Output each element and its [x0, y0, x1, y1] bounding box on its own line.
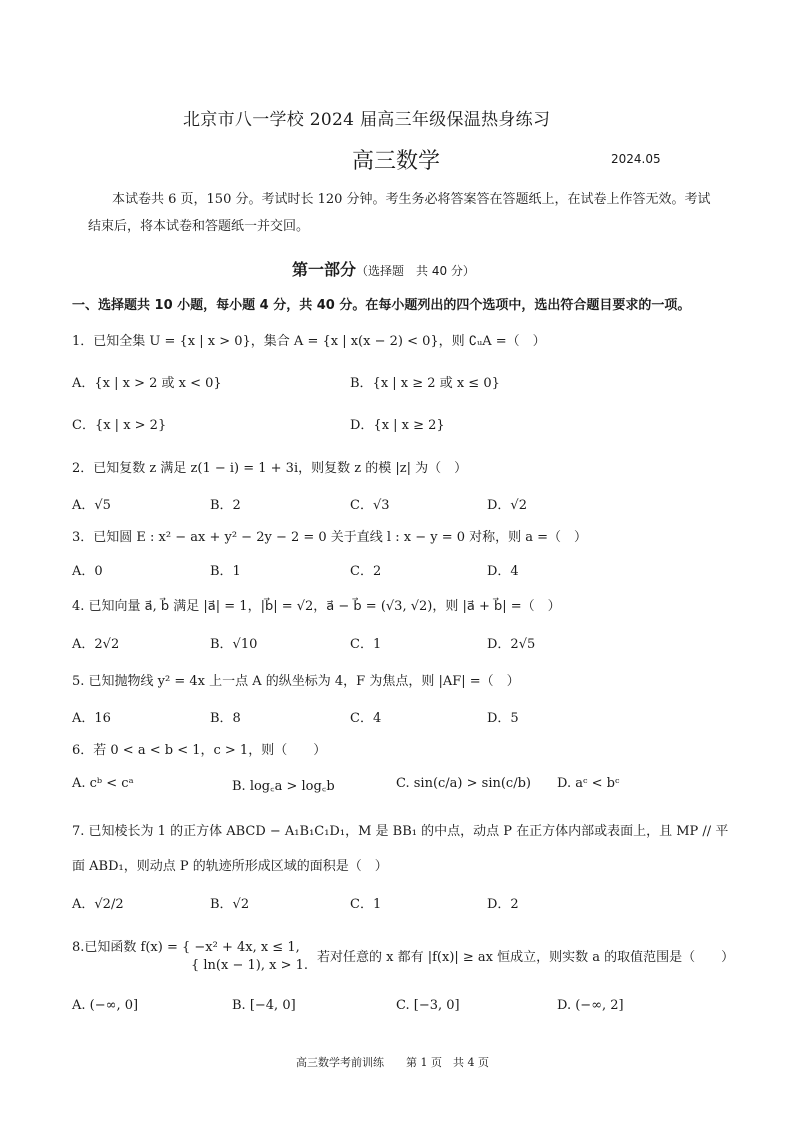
question-4-option-a: A．2√2: [72, 637, 120, 652]
question-4-option-b: B．√10: [210, 637, 258, 652]
question-2-stem: 2．已知复数 z 满足 z(1 − i) = 1 + 3i，则复数 z 的模 |z| 为（ ）: [72, 461, 468, 476]
question-6-stem: 6．若 0 < a < b < 1，c > 1，则（ ）: [72, 743, 327, 758]
question-6-option-c: C. sin(c/a) > sin(c/b): [396, 776, 531, 791]
question-3-stem: 3．已知圆 E : x² − ax + y² − 2y − 2 = 0 关于直线 l : x − y = 0 对称，则 a =（ ）: [72, 530, 588, 545]
question-7-option-b: B．√2: [210, 897, 250, 912]
question-7-option-c: C．1: [350, 897, 382, 912]
question-6-option-a: A. cᵇ < cᵃ: [72, 776, 134, 791]
question-7-option-a: A．√2/2: [72, 897, 124, 912]
question-2-option-b: B．2: [210, 498, 241, 513]
question-5-option-c: C．4: [350, 711, 382, 726]
question-5-option-a: A．16: [72, 711, 111, 726]
question-8-stem-line-2: { ln(x − 1), x > 1.: [191, 958, 308, 973]
question-4-stem: 4. 已知向量 a⃗, b⃗ 满足 |a⃗| = 1，|b⃗| = √2，a⃗ − b⃗ = (√3, √2)，则 |a⃗ + b⃗| =（ ）: [72, 599, 561, 614]
question-8-stem-line-1: 8.已知函数 f(x) = { −x² + 4x, x ≤ 1,: [72, 940, 300, 955]
question-7-stem-line-2: 面 ABD₁，则动点 P 的轨迹所形成区域的面积是（ ）: [72, 859, 388, 874]
question-8-option-a: A. (−∞, 0]: [72, 998, 139, 1013]
exam-date: 2024.05: [611, 152, 661, 166]
question-5-option-b: B．8: [210, 711, 241, 726]
part-note: （选择题 共 40 分）: [356, 264, 475, 278]
part-title: 第一部分: [292, 260, 357, 279]
question-4-option-c: C．1: [350, 637, 382, 652]
question-8-option-c: C. [−3, 0]: [396, 998, 460, 1013]
question-3-option-a: A．0: [72, 564, 103, 579]
question-1-option-c: C．{x | x > 2}: [72, 418, 167, 433]
part-heading: [292, 257, 475, 280]
page-footer: 高三数学考前训练 第 1 页 共 4 页: [296, 1056, 489, 1069]
question-6-option-d: D. aᶜ < bᶜ: [557, 776, 620, 791]
question-7-option-d: D．2: [487, 897, 519, 912]
question-2-option-c: C．√3: [350, 498, 390, 513]
question-5-option-d: D．5: [487, 711, 519, 726]
section-instruction: 一、选择题共 10 小题，每小题 4 分，共 40 分。在每小题列出的四个选项中，选出符合题目要求的一项。: [72, 298, 691, 313]
question-1-option-d: D．{x | x ≥ 2}: [350, 418, 445, 433]
question-3-option-b: B．1: [210, 564, 241, 579]
question-8-stem-tail: 若对任意的 x 都有 |f(x)| ≥ ax 恒成立，则实数 a 的取值范围是（ ）: [317, 950, 735, 965]
question-1-option-a: A．{x | x > 2 或 x < 0}: [72, 376, 222, 391]
exam-title: 北京市八一学校 2024 届高三年级保温热身练习: [183, 110, 551, 130]
question-1-stem: 1．已知全集 U = {x | x > 0}，集合 A = {x | x(x − 2) < 0}，则 ∁ᵤA =（ ）: [72, 334, 546, 349]
exam-instructions: 本试卷共 6 页，150 分。考试时长 120 分钟。考生务必将答案答在答题纸上，在试卷上作答无效。考试结束后，将本试卷和答题纸一并交回。: [88, 192, 711, 234]
question-8-option-b: B. [−4, 0]: [232, 998, 296, 1013]
question-4-option-d: D．2√5: [487, 637, 536, 652]
question-8-option-d: D. (−∞, 2]: [557, 998, 624, 1013]
question-2-option-d: D．√2: [487, 498, 527, 513]
question-3-option-c: C．2: [350, 564, 382, 579]
question-7-stem-line-1: 7. 已知棱长为 1 的正方体 ABCD − A₁B₁C₁D₁，M 是 BB₁ 的中点，动点 P 在正方体内部或表面上，且 MP // 平: [72, 824, 729, 839]
question-6-option-b: B. log꜀a > log꜀b: [232, 779, 335, 794]
question-5-stem: 5. 已知抛物线 y² = 4x 上一点 A 的纵坐标为 4，F 为焦点，则 |AF| =（ ）: [72, 674, 520, 689]
exam-subject: 高三数学: [352, 149, 441, 174]
question-3-option-d: D．4: [487, 564, 519, 579]
question-2-option-a: A．√5: [72, 498, 111, 513]
question-1-option-b: B．{x | x ≥ 2 或 x ≤ 0}: [350, 376, 500, 391]
